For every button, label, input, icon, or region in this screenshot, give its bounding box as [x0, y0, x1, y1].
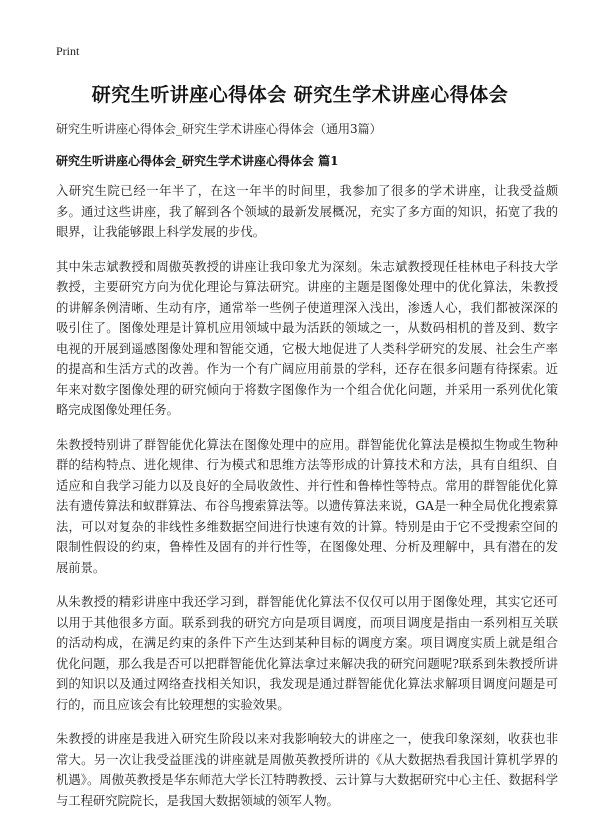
page-title: 研究生听讲座心得体会 研究生学术讲座心得体会 [91, 84, 509, 106]
paragraph: 其中朱志斌教授和周傲英教授的讲座让我印象尤为深刻。朱志斌教授现任桂林电子科技大学教授，主要研究方向为优化理论与算法研究。讲座的主题是图像处理中的优化算法，朱教授的讲解条例清晰、生动有序，通常举一些例子使道理深入浅出，渗透人心，我们都被深深的吸引住了。图像处理是计算机应用领域中最为活跃的领域之一，从数码相机的普及到、数字电视的开展到遥感图像处理和智能交通，它极大地促进了人类科学研究的发展、社会生产率的提高和生活方式的改善。作为一个有广阔应用前景的学科，还存在很多问题有待探索。近年来对数字图像处理的研究倾向于将数字图像作为一个组合优化问题，并采用一系列优化策略完成图像处理任务。 [56, 259, 558, 417]
document-subtitle: 研究生听讲座心得体会_研究生学术讲座心得体会（通用3篇） [56, 122, 382, 136]
paragraph: 朱教授特别讲了群智能优化算法在图像处理中的应用。群智能优化算法是模拟生物或生物种群的结构特点、进化规律、行为模式和思维方法等形成的计算技术和方法，具有自组织、自适应和自我学习能力以及良好的全局收敛性、并行性和鲁棒性等特点。常用的群智能优化算法有遗传算法和蚁群算法、布谷鸟搜索算法等。以遗传算法来说，GA是一种全局优化搜索算法，可以对复杂的非线性多维数据空间进行快速有效的计算。特别是由于它不受搜索空间的限制性假设的约束，鲁棒性及固有的并行性等，在图像处理、分析及理解中，具有潜在的发展前景。 [56, 437, 558, 575]
paragraph: 从朱教授的精彩讲座中我还学习到，群智能优化算法不仅仅可以用于图像处理，其实它还可以用于其他很多方面。联系到我的研究方向是项目调度，而项目调度是指由一系列相互关联的活动构成，在满足约束的条件下产生达到某种目标的调度方案。项目调度实质上就是组合优化问题，那么我是否可以把群智能优化算法拿过来解决我的研究问题呢?联系到朱教授所讲到的知识以及通过网络查找相关知识，我发现是通过群智能优化算法求解项目调度问题是可行的，而且应该会有比较理想的实验效果。 [56, 595, 558, 712]
article-body [56, 181, 558, 825]
paragraph: 朱教授的讲座是我进入研究生阶段以来对我影响较大的讲座之一，使我印象深刻，收获也非常大。另一次让我受益匪浅的讲座就是周傲英教授所讲的《从大数据热看我国计算机学界的机遇》。周傲英教授是华东师范大学长江特聘教授、云计算与大数据研究中心主任、数据科学与工程研究院院长，是我国大数据领域的领军人物。 [56, 732, 558, 808]
paragraph: 入研究生院已经一年半了，在这一年半的时间里，我参加了很多的学术讲座，让我受益颇多。通过这些讲座，我了解到各个领域的最新发展概况，充实了多方面的知识，拓宽了我的眼界，让我能够跟上科学发展的步伐。 [56, 184, 558, 239]
print-link[interactable]: Print [56, 44, 80, 58]
section-heading: 研究生听讲座心得体会_研究生学术讲座心得体会 篇1 [56, 154, 339, 168]
